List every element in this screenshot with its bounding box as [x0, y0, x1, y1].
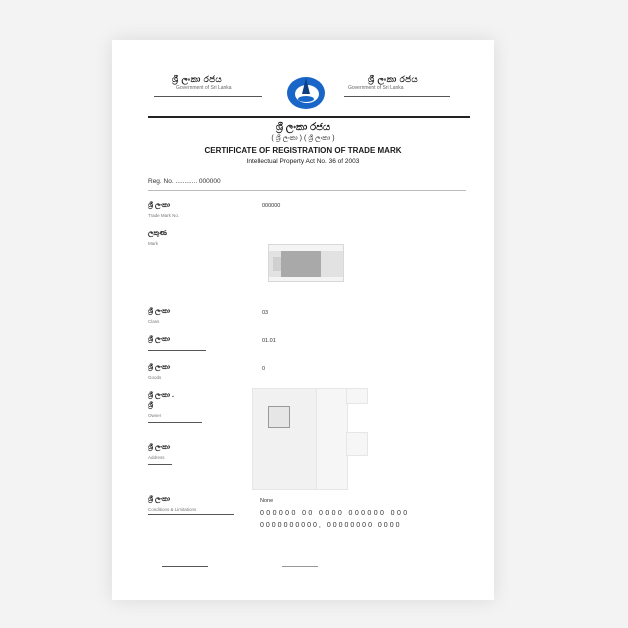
title-line-3: CERTIFICATE OF REGISTRATION OF TRADE MARK: [204, 146, 402, 155]
field-sub-mark: Mark: [148, 241, 158, 246]
reg-divider: [148, 190, 466, 191]
header-right-underline: [344, 96, 450, 97]
registration-number-line: Reg. No. ............ 000000: [148, 178, 221, 185]
header-left-title: ශ්‍රී ලංකා රජය: [172, 74, 223, 84]
body-text-line-2: 0000000000, 00000000 0000: [260, 522, 402, 529]
watermark-stamp: [252, 388, 368, 490]
field-value-trademark-no: 000000: [262, 203, 281, 209]
body-text-line-1: 000000 00 0000 000000 000: [260, 510, 410, 517]
header-rule: [148, 116, 470, 118]
field-sub-conditions: Conditions & Limitations: [148, 507, 197, 512]
field-underline-owner: [148, 422, 202, 423]
field-label-class: ශ්‍රී ලංකා: [148, 308, 171, 315]
field-underline-address: [148, 464, 172, 465]
field-sub-owner: Owner: [148, 413, 162, 418]
field-label-address: ශ්‍රී ලංකා: [148, 444, 171, 451]
title-line-2: ( ශ්‍රී ලංකා ) ( ශ්‍රී ලංකා ): [271, 135, 335, 142]
header-left-sub: Government of Sri Lanka: [176, 85, 232, 91]
field-value-conditions: None: [260, 498, 274, 504]
title-line-4: Intellectual Property Act No. 36 of 2003: [246, 158, 360, 165]
field-label-goods: ශ්‍රී ලංකා: [148, 364, 171, 371]
certificate-page: [112, 40, 494, 600]
field-label-trademark-no: ශ්‍රී ලංකා: [148, 202, 171, 209]
field-sub-address: Address: [148, 455, 165, 460]
field-label-conditions: ශ්‍රී ලංකා: [148, 496, 171, 503]
signature-line-left: [162, 566, 208, 567]
header-right-sub: Government of Sri Lanka: [348, 85, 404, 91]
field-label-owner: ශ්‍රී ලංකා .: [148, 392, 174, 399]
field-underline-date: [148, 350, 206, 351]
field-label-mark: ලකුණ: [148, 230, 167, 237]
header-right-title: ශ්‍රී ලංකා රජය: [368, 74, 419, 84]
field-sub-goods: Goods: [148, 375, 162, 380]
field-underline-conditions: [148, 514, 234, 515]
field-label-date: ශ්‍රී ලංකා: [148, 336, 171, 343]
field-sub-class: Class: [148, 319, 160, 324]
field-sub-trademark-no: Trade Mark No.: [148, 213, 180, 218]
emblem-logo-icon: [284, 72, 328, 112]
field-label-owner-cont: ශ්‍රී: [148, 402, 154, 409]
field-value-class: 03: [262, 310, 269, 316]
trademark-image: [268, 244, 344, 282]
header-left-underline: [154, 96, 262, 97]
title-line-1: ශ්‍රී ලංකා රජය: [275, 122, 331, 133]
field-value-goods: 0: [262, 366, 266, 372]
signature-line-right: [282, 566, 318, 567]
field-value-date: 01.01: [262, 338, 276, 344]
